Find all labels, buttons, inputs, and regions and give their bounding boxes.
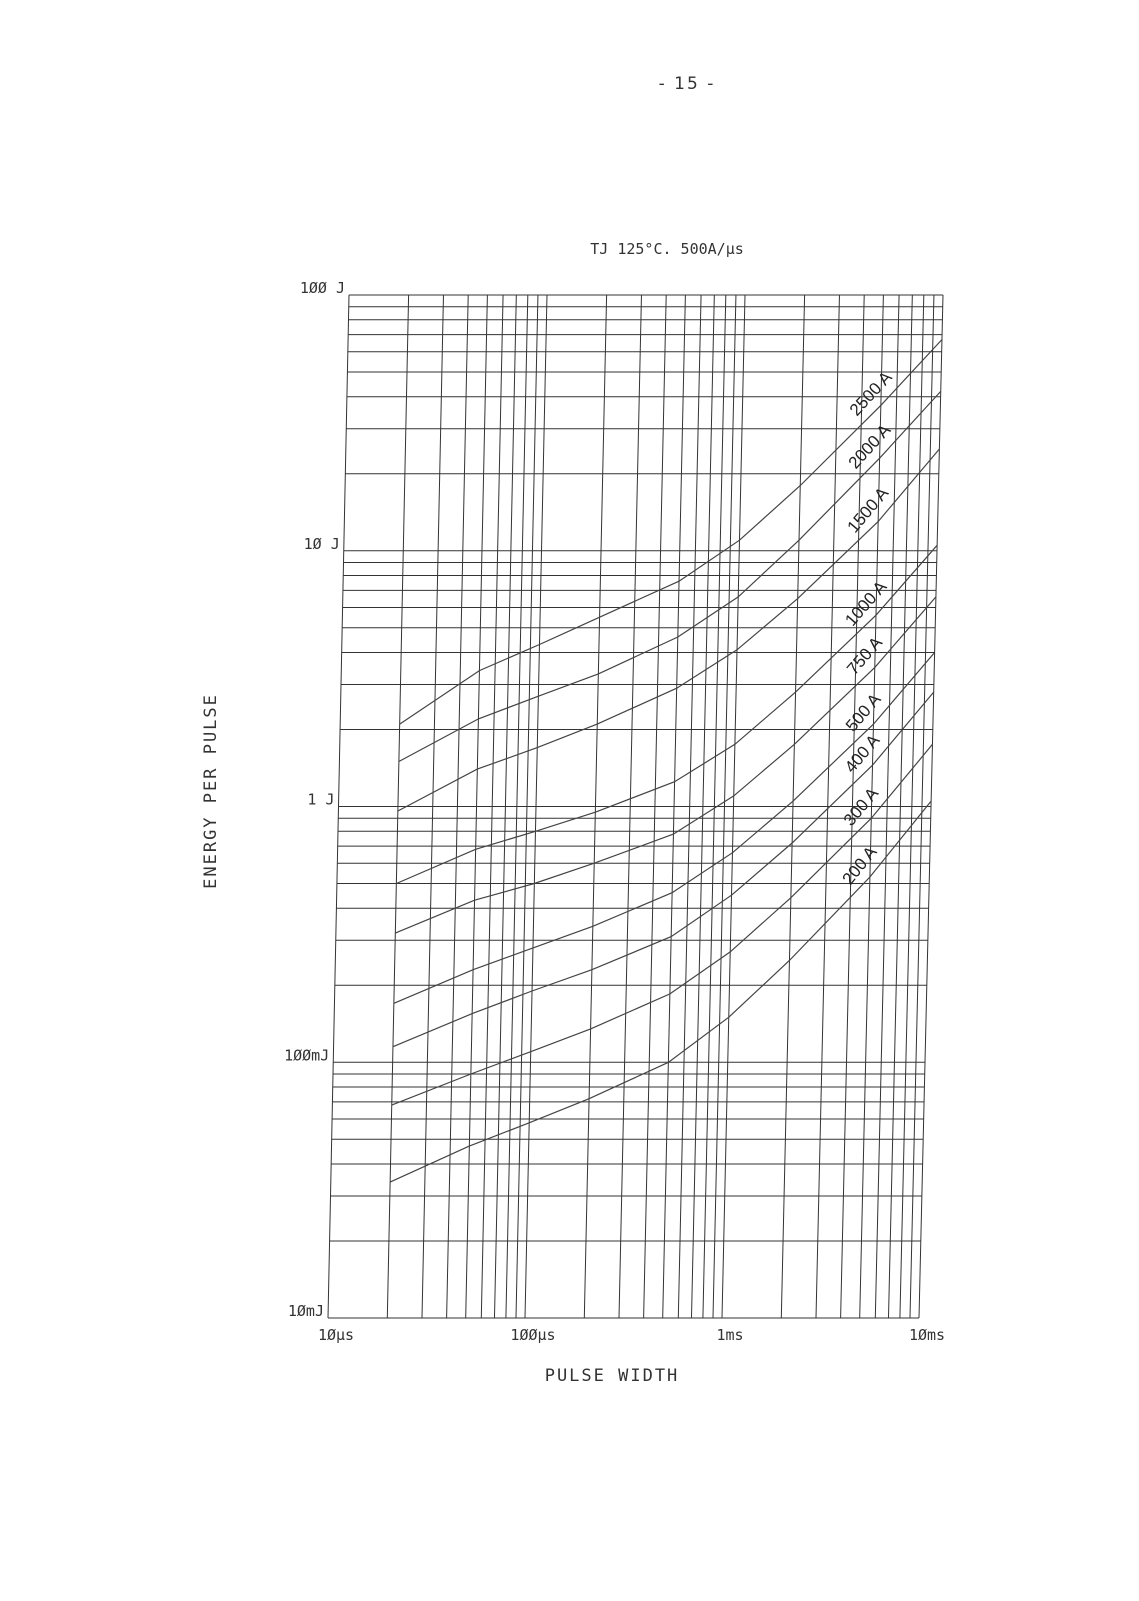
y-tick-label: 1ØØmJ xyxy=(284,1046,330,1065)
energy-curve xyxy=(392,744,933,1105)
y-tick-label: 1ØØ J xyxy=(299,279,345,297)
series-label: 400 A xyxy=(841,730,884,777)
series-label: 300 A xyxy=(839,783,883,830)
x-tick-label: 1Øms xyxy=(908,1326,946,1344)
y-tick-label: 1 J xyxy=(307,790,335,809)
series-label: 2500 A xyxy=(845,367,896,420)
series-label: 500 A xyxy=(841,689,885,736)
x-tick-label: 1ms xyxy=(716,1326,744,1344)
series-label: 750 A xyxy=(843,633,887,679)
series-label: 2000 A xyxy=(844,420,895,473)
series-label: 1500 A xyxy=(843,483,893,537)
x-tick-label: 1Øμs xyxy=(317,1326,355,1344)
energy-curve xyxy=(390,801,931,1182)
y-axis-title: ENERGY PER PULSE xyxy=(201,693,221,889)
series-label: 200 A xyxy=(838,842,881,889)
chart-title: TJ 125°C. 500A/μs xyxy=(590,240,744,258)
x-axis-title: PULSE WIDTH xyxy=(544,1366,680,1386)
series-label: 1000 A xyxy=(841,577,891,630)
y-tick-label: 1ØmJ xyxy=(287,1302,324,1320)
x-tick-label: 1ØØμs xyxy=(510,1326,556,1344)
y-tick-label: 1Ø J xyxy=(303,534,340,553)
page-number: - 15 - xyxy=(658,74,716,94)
